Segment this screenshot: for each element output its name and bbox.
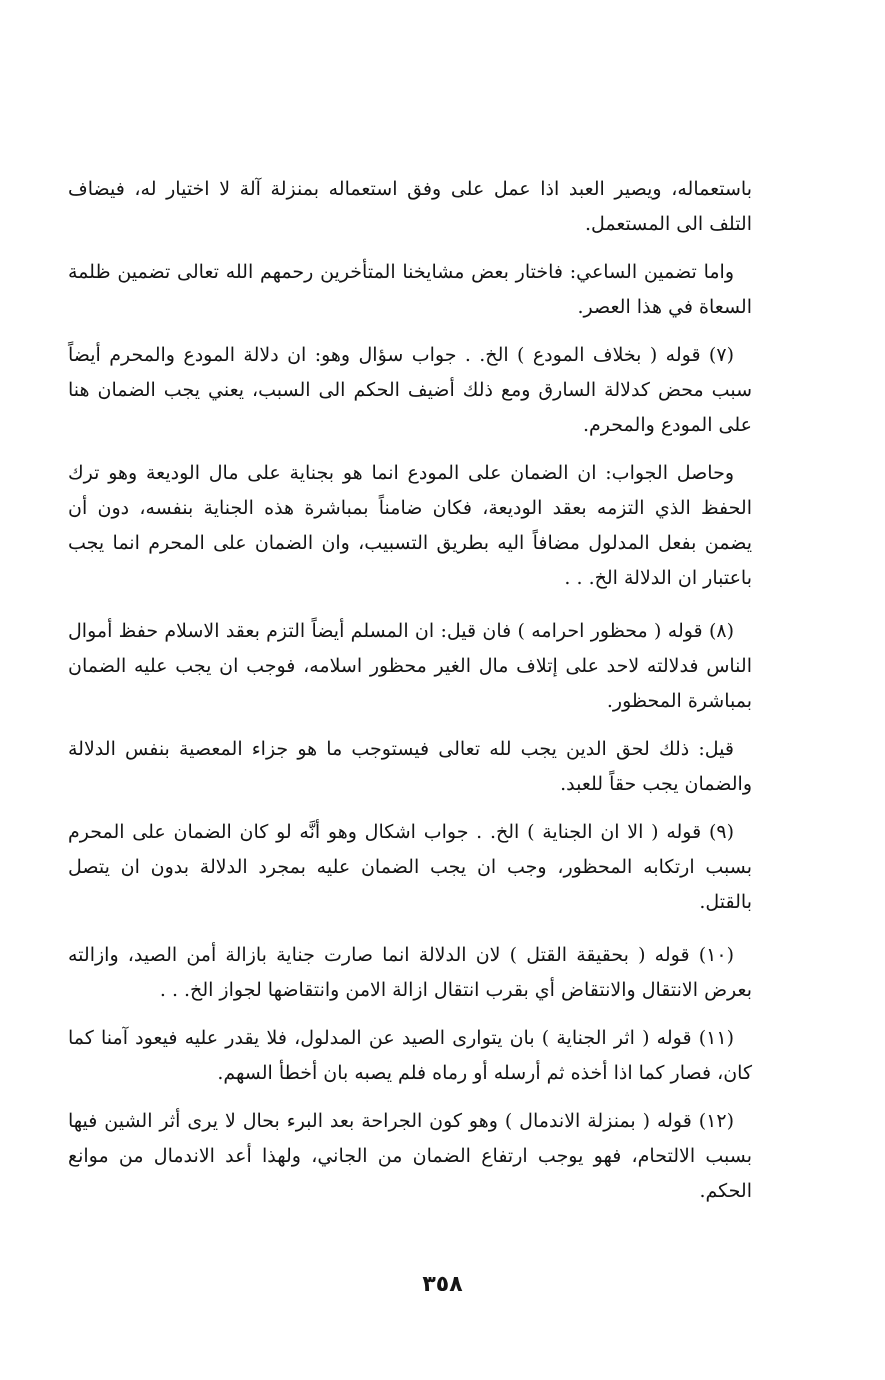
paragraph-5: (٨) قوله ( محظور احرامه ) فان قيل: ان المسلم أيضاً التزم بعقد الاسلام حفظ أموال الناس فدلالته لاحد على إتلاف مال الغير محظور اسلامه، فوجب ان يجب عليه الضمان بمباشرة المحظور.: [68, 620, 752, 712]
paragraph-8: (١٠) قوله ( بحقيقة القتل ) لان الدلالة انما صارت جناية بازالة أمن الصيد، وازالته بعرض الانتقال والانتقاض أي بقرب انتقال ازالة الامن وانتقاضها لجواز الخ. . .: [68, 944, 752, 1001]
body-text: [68, 172, 752, 1222]
paragraph-3: (٧) قوله ( بخلاف المودع ) الخ. . جواب سؤال وهو: ان دلالة المودع والمحرم أيضاً سبب محض كدلالة السارق ومع ذلك أضيف الحكم الى السبب، يعني يجب الضمان هنا على المودع والمحرم.: [68, 344, 752, 436]
paragraph-4: وحاصل الجواب: ان الضمان على المودع انما هو بجناية على مال الوديعة وهو ترك الحفظ الذي التزمه بعقد الوديعة، فكان ضامناً بمباشرة هذه الجناية بنفسه، دون أن يضمن بفعل المدلول مضافاً اليه بطريق التسبيب، وان الضمان على المحرم انما يجب باعتبار ان الدلالة الخ. . .: [68, 462, 752, 589]
page-number: ٣٥٨: [422, 1272, 463, 1297]
paragraph-9: (١١) قوله ( اثر الجناية ) بان يتوارى الصيد عن المدلول، فلا يقدر عليه فيعود آمنا كما كان، فصار كما اذا أخذه ثم أرسله أو رماه فلم يصبه بان أخطأ السهم.: [68, 1027, 752, 1084]
paragraph-1: باستعماله، ويصير العبد اذا عمل على وفق استعماله بمنزلة آلة لا اختيار له، فيضاف التلف الى المستعمل.: [68, 178, 752, 235]
paragraph-10: (١٢) قوله ( بمنزلة الاندمال ) وهو كون الجراحة بعد البرء بحال لا يرى أثر الشين فيها بسبب الالتحام، فهو يوجب ارتفاع الضمان من الجاني، ولهذا أعد الاندمال من موانع الحكم.: [68, 1110, 752, 1202]
paragraph-7: (٩) قوله ( الا ان الجناية ) الخ. . جواب اشكال وهو أنَّه لو كان الضمان على المحرم بسبب ارتكابه المحظور، وجب ان يجب الضمان عليه بمجرد الدلالة بدون ان يتصل بالقتل.: [68, 821, 752, 913]
paragraph-6: قيل: ذلك لحق الدين يجب لله تعالى فيستوجب ما هو جزاء المعصية بنفس الدلالة والضمان يجب حقاً للعبد.: [68, 738, 752, 795]
paragraph-2: واما تضمين الساعي: فاختار بعض مشايخنا المتأخرين رحمهم الله تعالى تضمين ظلمة السعاة في هذا العصر.: [68, 261, 752, 318]
